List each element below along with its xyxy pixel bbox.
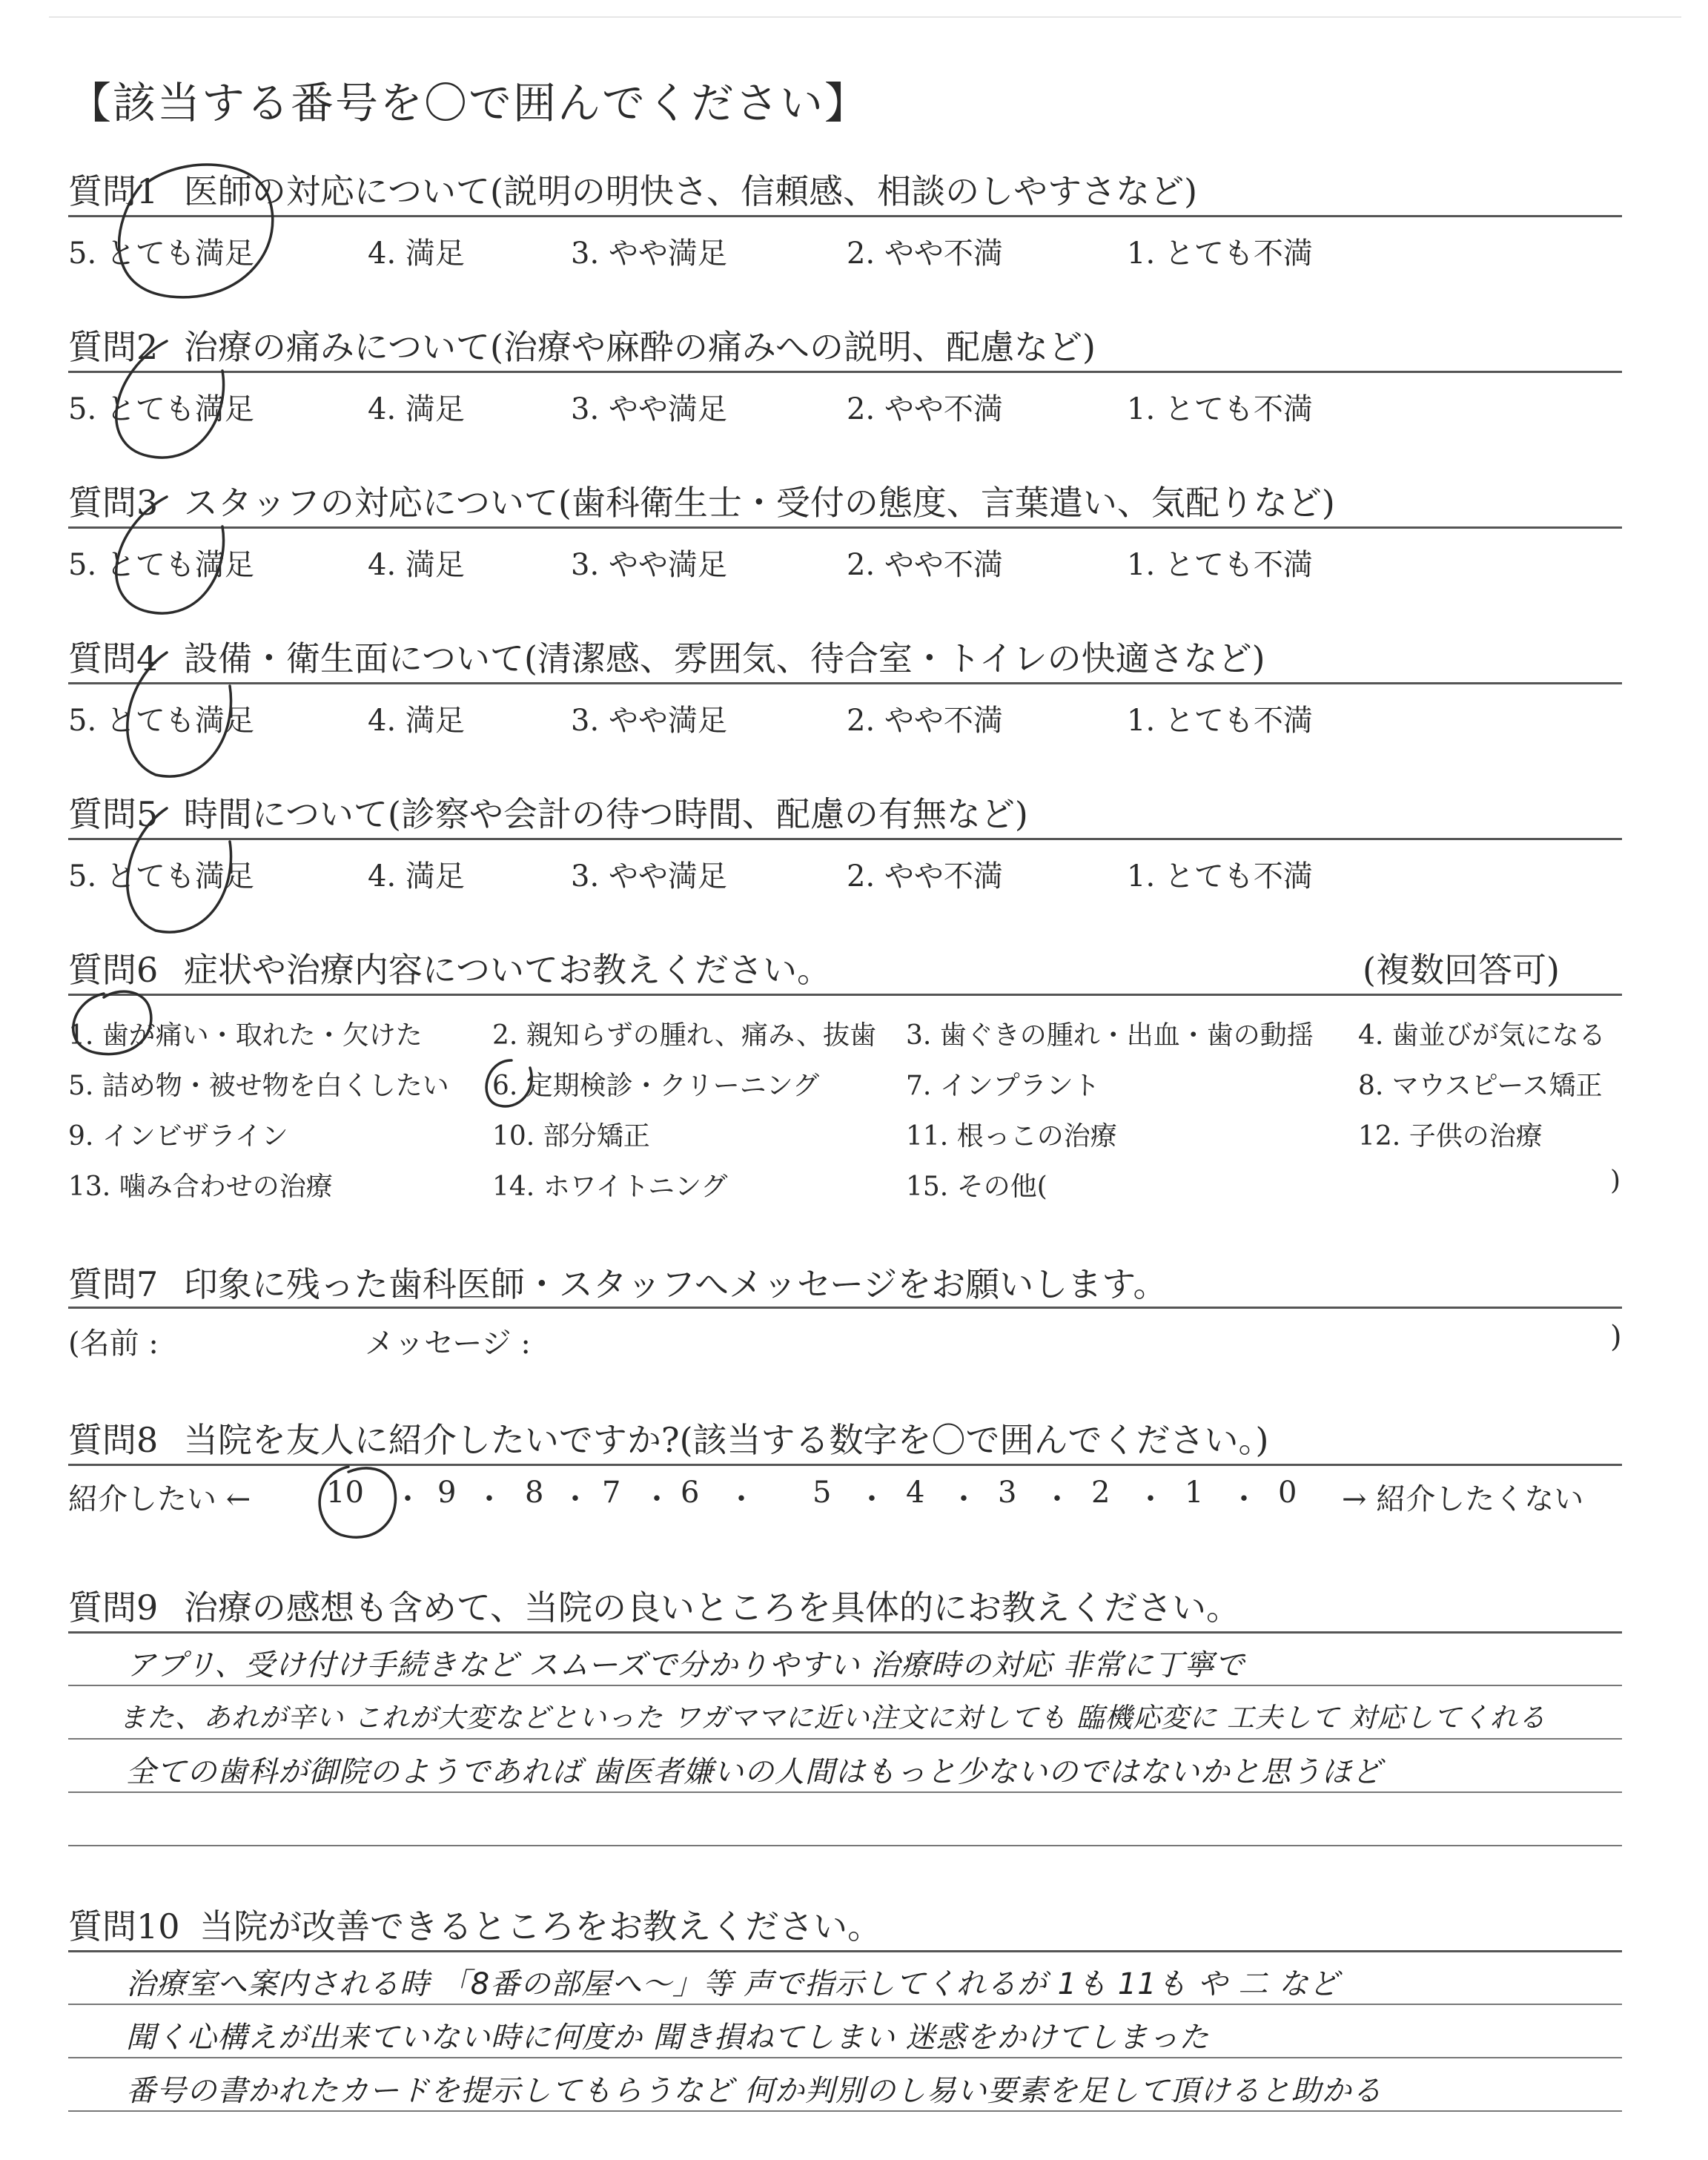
q6-option-12[interactable]: 12. 子供の治療 [1358,1121,1543,1152]
question-text: 医師の対応について(説明の明快さ、信頼感、相談のしやすさなど) [183,171,1198,211]
question-text: 当院が改善できるところをお教えください。 [199,1906,882,1946]
q5-option-2[interactable]: 2. やや不満 [847,859,1003,894]
q2-option-2[interactable]: 2. やや不満 [847,392,1003,426]
divider [68,371,1622,373]
answer-line [68,1685,1622,1686]
question-10 [68,1900,881,1949]
q5-option-1[interactable]: 1. とても不満 [1127,859,1313,894]
q4-option-1[interactable]: 1. とても不満 [1127,704,1313,738]
answer-line [68,2110,1622,2112]
recommend-scale-1[interactable]: 1 [1185,1476,1204,1510]
question-3 [68,476,1335,525]
q1-option-5[interactable]: 5. とても満足 [68,237,254,271]
q4-option-5[interactable]: 5. とても満足 [68,704,254,738]
q6-option-4[interactable]: 4. 歯並びが気になる [1358,1020,1606,1051]
question-text: 治療の感想も含めて、当院の良いところを具体的にお教えください。 [183,1588,1240,1628]
message-field-label[interactable]: メッセージ : [365,1327,531,1361]
q1-option-4[interactable]: 4. 満足 [368,237,465,271]
recommend-scale-9[interactable]: 9 [437,1476,457,1510]
page-edge [49,16,1681,18]
question-2 [68,320,1096,369]
q9-answer-line-1[interactable]: アプリ、受け付け手続きなど スムーズで分かりやすい 治療時の対応 非常に丁寧で [126,1648,1245,1682]
question-label: 質問5 [68,794,159,834]
q10-answer-line-1[interactable]: 治療室へ案内される時 「8番の部屋へ～」等 声で指示してくれるが 1も 11も や 二 など [126,1967,1340,2001]
question-label: 質問10 [68,1906,180,1946]
question-label: 質問1 [68,171,159,211]
scale-separator: ・ [1229,1482,1259,1516]
divider [68,1307,1622,1309]
question-label: 質問7 [68,1264,159,1304]
divider [68,838,1622,840]
question-5 [68,787,1028,836]
q2-option-1[interactable]: 1. とても不満 [1127,392,1313,426]
q6-option-13[interactable]: 13. 噛み合わせの治療 [68,1172,333,1202]
q3-option-2[interactable]: 2. やや不満 [847,548,1003,582]
q1-option-2[interactable]: 2. やや不満 [847,237,1003,271]
name-field-label[interactable]: (名前 : [68,1327,159,1361]
recommend-scale-3[interactable]: 3 [998,1476,1017,1510]
scale-separator: ・ [393,1482,423,1516]
q4-option-2[interactable]: 2. やや不満 [847,704,1003,738]
q1-option-1[interactable]: 1. とても不満 [1127,237,1313,271]
recommend-scale-2[interactable]: 2 [1091,1476,1110,1510]
question-6 [68,943,831,992]
scale-separator: ・ [1136,1482,1165,1516]
scale-separator: ・ [949,1482,979,1516]
q1-option-3[interactable]: 3. やや満足 [571,237,727,271]
q5-option-3[interactable]: 3. やや満足 [571,859,727,894]
answer-line [68,2004,1622,2005]
q9-answer-line-3[interactable]: 全ての歯科が御院のようであれば 歯医者嫌いの人間はもっと少ないのではないかと思うほど [126,1755,1383,1789]
q2-option-5[interactable]: 5. とても満足 [68,392,254,426]
q6-option-2[interactable]: 2. 親知らずの腫れ、痛み、抜歯 [492,1020,877,1051]
page-title: 【該当する番号を〇で囲んでください】 [68,78,870,128]
question-text: スタッフの対応について(歯科衛生士・受付の態度、言葉遣い、気配りなど) [183,483,1335,523]
scale-separator: ・ [642,1482,672,1516]
question-text: 症状や治療内容についてお教えください。 [183,950,831,990]
question-text: 設備・衛生面について(清潔感、雰囲気、待合室・トイレの快適さなど) [183,638,1265,678]
q10-answer-line-3[interactable]: 番号の書かれたカードを提示してもらうなど 何か判別のし易い要素を足して頂けると助かる [126,2074,1383,2108]
q6-option-6[interactable]: 6. 定期検診・クリーニング [492,1071,820,1101]
scale-separator: ・ [474,1482,504,1516]
divider [68,1631,1622,1634]
q4-option-3[interactable]: 3. やや満足 [571,704,727,738]
question-label: 質問3 [68,483,159,523]
question-9 [68,1581,1240,1630]
divider [68,215,1622,217]
question-label: 質問8 [68,1420,159,1460]
q6-option-7[interactable]: 7. インプラント [906,1071,1100,1101]
question-text: 印象に残った歯科医師・スタッフへメッセージをお願いします。 [183,1264,1168,1304]
q9-answer-line-2[interactable]: また、あれが辛い これが大変などといった ワガママに近い注文に対しても 臨機応変に 工夫して 対応してくれる [119,1702,1546,1734]
q2-option-4[interactable]: 4. 満足 [368,392,465,426]
question-label: 質問2 [68,327,159,367]
recommend-scale-8[interactable]: 8 [525,1476,544,1510]
q6-option-3[interactable]: 3. 歯ぐきの腫れ・出血・歯の動揺 [906,1020,1314,1051]
q6-option-1[interactable]: 1. 歯が痛い・取れた・欠けた [68,1020,423,1051]
q6-other-close-paren: ) [1610,1166,1621,1196]
q6-option-8[interactable]: 8. マウスピース矯正 [1358,1071,1603,1101]
recommend-scale-6[interactable]: 6 [681,1476,700,1510]
scale-separator: ・ [857,1482,887,1516]
question-1 [68,165,1197,214]
q3-option-4[interactable]: 4. 満足 [368,548,465,582]
question-8 [68,1413,1268,1462]
question-7 [68,1258,1168,1307]
q2-option-3[interactable]: 3. やや満足 [571,392,727,426]
scale-separator: ・ [560,1482,590,1516]
question-text: 時間について(診察や会計の待つ時間、配慮の有無など) [183,794,1028,834]
q6-option-11[interactable]: 11. 根っこの治療 [906,1121,1117,1152]
recommend-right-label: → 紹介したくない [1342,1482,1584,1516]
divider [68,682,1622,684]
q4-option-4[interactable]: 4. 満足 [368,704,465,738]
recommend-left-label: 紹介したい ← [68,1482,251,1516]
answer-line [68,1845,1622,1846]
q6-option-14[interactable]: 14. ホワイトニング [492,1172,728,1202]
q6-option-5[interactable]: 5. 詰め物・被せ物を白くしたい [68,1071,449,1101]
scale-separator: ・ [726,1482,756,1516]
recommend-scale-10[interactable]: 10 [326,1476,364,1510]
recommend-scale-5[interactable]: 5 [812,1476,832,1510]
q3-option-5[interactable]: 5. とても満足 [68,548,254,582]
q3-option-1[interactable]: 1. とても不満 [1127,548,1313,582]
answer-line [68,1791,1622,1793]
question-label: 質問9 [68,1588,159,1628]
question-text: 当院を友人に紹介したいですか?(該当する数字を〇で囲んでください。) [183,1420,1269,1460]
message-close-paren: ) [1610,1320,1622,1354]
recommend-scale-4[interactable]: 4 [906,1476,925,1510]
answer-line [68,2057,1622,2058]
q6-option-10[interactable]: 10. 部分矯正 [492,1121,650,1152]
q3-option-3[interactable]: 3. やや満足 [571,548,727,582]
question-label: 質問6 [68,950,159,990]
q5-option-5[interactable]: 5. とても満足 [68,859,254,894]
q6-option-15[interactable]: 15. その他( [906,1172,1047,1202]
recommend-scale-7[interactable]: 7 [602,1476,621,1510]
divider [68,994,1622,996]
question-text: 治療の痛みについて(治療や麻酔の痛みへの説明、配慮など) [183,327,1096,367]
divider [68,526,1622,529]
multiple-answer-note: (複数回答可) [1363,950,1560,990]
q10-answer-line-2[interactable]: 聞く心構えが出来ていない時に何度か 聞き損ねてしまい 迷惑をかけてしまった [126,2021,1210,2055]
recommend-scale-0[interactable]: 0 [1278,1476,1297,1510]
answer-line [68,1738,1622,1740]
question-4 [68,632,1265,681]
q5-option-4[interactable]: 4. 満足 [368,859,465,894]
divider [68,1950,1622,1952]
question-label: 質問4 [68,638,159,678]
divider [68,1464,1622,1466]
scale-separator: ・ [1042,1482,1072,1516]
q6-option-9[interactable]: 9. インビザライン [68,1121,288,1152]
